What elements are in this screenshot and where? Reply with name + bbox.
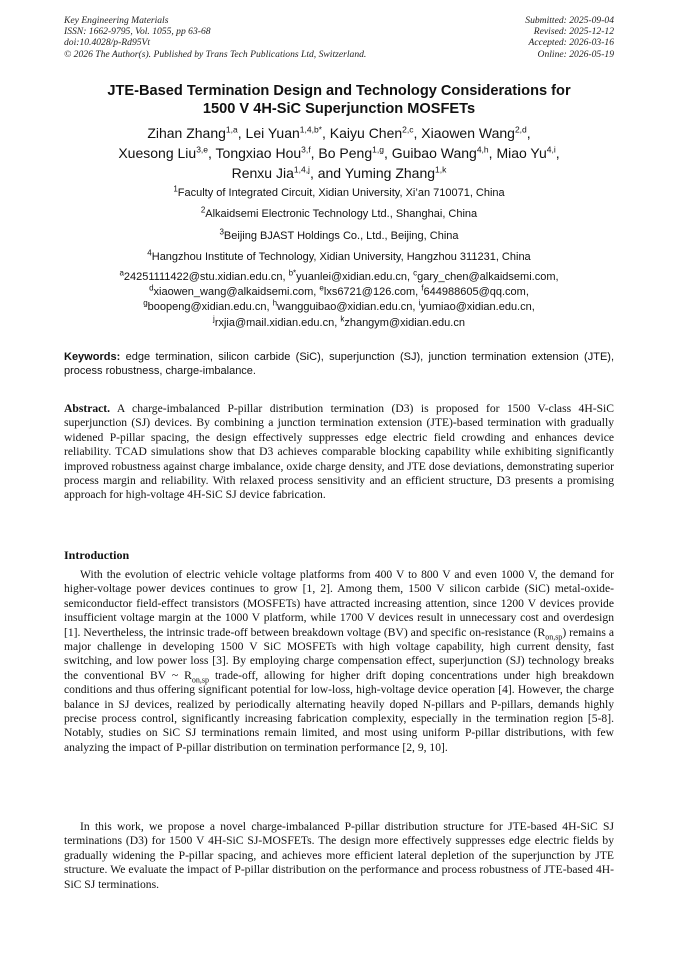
title-line-2: 1500 V 4H-SiC Superjunction MOSFETs [202,101,476,117]
email-address[interactable]: 644988605@qq.com [423,286,526,299]
email-key: a [119,268,124,278]
author-name: Tongxiao Hou [215,145,302,161]
publication-dates [525,15,614,60]
email-address[interactable]: xiaowen_wang@alkaidsemi.com [153,286,314,299]
affil-number: 3 [219,227,224,237]
introduction-heading: Introduction [64,548,130,562]
email-line-4: $^j$rxjia@mail.xidian.edu.cn, $^k$zhangym@xidian.edu.cn [213,313,465,329]
email-key: h [272,298,278,308]
accepted-date: Accepted: 2026-03-16 [528,37,614,49]
affil-text: Faculty of Integrated Circuit, Xidian University, Xi’an 710071, China [177,187,505,199]
author-affil: 1,4,b* [299,124,322,135]
email-key: b* [288,268,297,278]
subscript-on-sp: on,sp [191,675,209,685]
author-name: Lei Yuan [245,125,300,141]
author-affil: 1,k [435,164,447,175]
affil-text: Alkaidsemi Electronic Technology Ltd., Shanghai, China [205,208,478,220]
email-address[interactable]: lxs6721@126.com [323,286,416,299]
submitted-date: Submitted: 2025-09-04 [525,15,614,26]
author-affil: 4,h [476,144,489,155]
email-address[interactable]: yumiao@xidian.edu.cn [420,301,532,314]
affil-number: 4 [147,248,152,258]
author-name: Zihan Zhang [147,125,226,141]
author-name: Kaiyu Chen [329,125,403,141]
email-key: e [319,283,324,293]
journal-name: Key Engineering Materials [64,15,169,26]
author-line-2: Xuesong Liu$^{3,e}$, Tongxiao Hou$^{3,f}$, Bo Peng$^{1,g}$, Guibao Wang$^{4,h}$, Miao Yu$^{4,i}$, [118,144,560,161]
keywords-block [64,350,614,379]
affiliation-1 [40,184,638,200]
doi-line: doi:10.4028/p-Rd95Vt [64,37,151,49]
intro-paragraph-1 [64,568,614,755]
revised-date: Revised: 2025-12-12 [533,26,614,38]
intro-paragraph-2 [64,820,614,892]
intro-p1-part-b: ) remains a major challenge in developing 1500 V SiC MOSFETs with high voltage capability, high current density, fast switching, and low power loss [3]. By employing charge compensation effect, superjunction (SJ) technology breaks the conventional BV ~ R [64,625,614,682]
email-address[interactable]: zhangym@xidian.edu.cn [344,316,465,329]
email-key: g [143,298,148,308]
subscript-on-sp: on,sp [545,631,563,641]
affiliation-3 [40,227,638,243]
and-word: and [317,165,342,181]
author-name: Miao Yu [496,145,547,161]
author-affil: 4,i [546,144,556,155]
author-affil: 2,d [514,124,527,135]
email-key: j [213,313,215,323]
affil-number: 2 [200,205,206,215]
email-key: d [149,283,154,293]
affiliation-4 [40,248,638,264]
online-date: Online: 2026-05-19 [537,48,614,60]
author-line-1: Zihan Zhang$^{1,a}$, Lei Yuan$^{1,4,b*}$, Kaiyu Chen$^{2,c}$, Xiaowen Wang$^{2,d}$, [147,124,531,141]
email-line-1: $^a$24251111422@stu.xidian.edu.cn, $^{b*}$yuanlei@xidian.edu.cn, $^c$gary_chen@alkaidsemi.com, [119,268,559,283]
email-key: c [413,268,418,278]
author-affil: 1,a [225,124,238,135]
author-affil: 2,c [402,124,414,135]
affil-text: Hangzhou Institute of Technology, Xidian University, Hangzhou 311231, China [151,251,531,263]
keywords-text: edge termination, silicon carbide (SiC), superjunction (SJ), junction termination extension (JTE), process robustness, charge-imbalance. [64,351,614,378]
author-name: Bo Peng [318,145,373,161]
keywords-label: Keywords: [64,351,121,363]
author-affil: 3,e [196,144,209,155]
email-address[interactable]: rxjia@mail.xidian.edu.cn [214,316,335,329]
email-key: f [421,283,424,293]
journal-info [64,15,366,60]
email-address[interactable]: gary_chen@alkaidsemi.com [417,271,556,283]
email-address[interactable]: yuanlei@xidian.edu.cn [296,271,408,283]
author-affil: 1,g [372,144,384,155]
email-line-3: $^g$boopeng@xidian.edu.cn, $^h$wangguibao@xidian.edu.cn, $^i$yumiao@xidian.edu.cn, [143,298,535,314]
intro-p2-text: In this work, we propose a novel charge-imbalanced P-pillar distribution structure for JTE-based 4H-SiC SJ terminations (D3) for 1500 V 4H-SiC SJ-MOSFETs. The design more effectively suppresses edge electric fields by gradually widening the P-pillar spacing, and achieves more efficient lateral depletion of the superjunction by JTE structure. We evaluate the impact of P-pillar distribution on the performance and process robustness of JTE-based 4H-SiC SJ terminations. [64,820,614,891]
affiliation-2 [40,205,638,221]
email-address[interactable]: wangguibao@xidian.edu.cn [277,301,413,314]
author-affil: 3,f [301,144,311,155]
author-affil: 1,4,j [293,164,310,175]
email-list [40,270,638,331]
author-list [40,123,638,183]
email-key: k [340,313,345,323]
copyright-line: © 2026 The Author(s). Published by Trans Tech Publications Ltd, Switzerland. [64,48,367,60]
abstract-label: Abstract. [64,402,111,415]
author-name: Guibao Wang [391,145,477,161]
abstract-block [64,402,614,503]
issn-line: ISSN: 1662-9795, Vol. 1055, pp 63-68 [64,26,211,38]
paper-title [40,82,638,118]
affil-text: Beijing BJAST Holdings Co., Ltd., Beijing, China [223,230,459,242]
email-address[interactable]: 24251111422@stu.xidian.edu.cn [123,271,283,283]
affil-number: 1 [173,184,178,194]
abstract-text: A charge-imbalanced P-pillar distribution termination (D3) is proposed for 1500 V-class 4H-SiC superjunction (SJ) devices. By combining a junction termination extension (JTE)-based termination with gradually widened P-pillar spacing, the design effectively suppresses edge electric field crowding and enhances device reliability. TCAD simulations show that D3 achieves comparable blocking capability while exhibiting significantly improved robustness against charge imbalance, oxide charge density, and JTE dose deviations, demonstrating superior process margin and reliability. With relaxed process sensitivity and an efficient structure, D3 presents a promising approach for high-voltage 4H-SiC SJ device fabrication. [64,402,614,502]
author-line-3: Renxu Jia$^{1,4,j}$, and Yuming Zhang$^{1,k}$ [231,164,447,181]
author-name: Yuming Zhang [344,165,436,181]
intro-p1-part-c: trade-off, allowing for higher drift doping concentrations under high breakdown conditions and thus offering significant potential for low-loss, high-voltage device operation [4]. However, the charge balance in SJ devices, realized by periodically alternating heavily doped N-pillars and P-pillars, demands highly precise process control, significantly increasing fabrication complexity, especially in the termination region [5-8]. Notably, studies on SiC SJ terminations remain limited, and most using uniform P-pillar distributions, with few analyzing the impact of P-pillar distribution on termination performance [2, 9, 10]. [64,668,614,754]
intro-p1-part-a: With the evolution of electric vehicle voltage platforms from 400 V to 800 V and even 1000 V, the demand for higher-voltage power devices continues to grow [1, 2]. Among them, 1500 V silicon carbide (SiC) metal-oxide-semiconductor field-effect transistors (MOSFETs) have attracted increasing attention, since 1200 V devices provide insufficient voltage margin at the 1000 V platform, while 1700 V devices result in unnecessary cost and overdesign [1]. Nevertheless, the intrinsic trade-off between breakdown voltage (BV) and specific on-resistance (R [64,568,614,639]
email-line-2: $^d$xiaowen_wang@alkaidsemi.com, $^e$lxs6721@126.com, $^f$644988605@qq.com, [149,283,529,299]
author-name: Renxu Jia [231,165,294,181]
author-name: Xiaowen Wang [421,125,515,141]
email-key: i [418,298,421,308]
title-line-1: JTE-Based Termination Design and Technology Considerations for [107,83,571,99]
author-name: Xuesong Liu [118,145,197,161]
email-address[interactable]: boopeng@xidian.edu.cn [147,301,267,314]
